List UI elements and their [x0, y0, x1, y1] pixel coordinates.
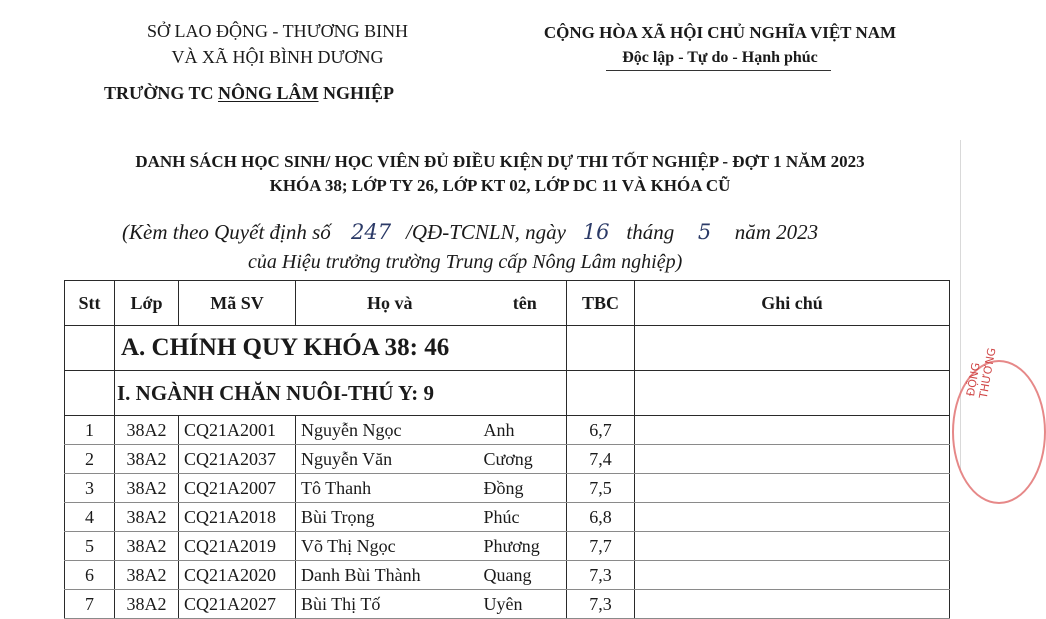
section-a-stt-cell [65, 326, 115, 371]
section-i-stt-cell [65, 371, 115, 416]
section-row-i [65, 371, 950, 416]
header-ten: tên [484, 281, 567, 326]
school-name-prefix: TRƯỜNG TC [104, 83, 219, 103]
row-masv: CQ21A2007 [179, 474, 296, 503]
row-stt: 6 [65, 561, 115, 590]
table-row [65, 532, 950, 561]
row-ho: Danh Bùi Thành [296, 561, 484, 590]
row-note [635, 532, 950, 561]
decision-month-word: tháng [626, 220, 675, 244]
section-a-tbc-cell [567, 326, 635, 371]
row-stt: 2 [65, 445, 115, 474]
table-row [65, 503, 950, 532]
header-lop: Lớp [115, 281, 179, 326]
row-lop: 38A2 [115, 561, 179, 590]
row-stt: 7 [65, 590, 115, 619]
row-stt: 1 [65, 416, 115, 445]
row-tbc: 7,3 [567, 561, 635, 590]
row-lop: 38A2 [115, 416, 179, 445]
row-masv: CQ21A2037 [179, 445, 296, 474]
list-title-line1: DANH SÁCH HỌC SINH/ HỌC VIÊN ĐỦ ĐIỀU KIỆN DỰ THI TỐT NGHIỆP - ĐỢT 1 NĂM 2023 [135, 152, 865, 171]
row-lop: 38A2 [115, 445, 179, 474]
row-tbc: 6,7 [567, 416, 635, 445]
row-masv: CQ21A2027 [179, 590, 296, 619]
national-motto: Độc lập - Tự do - Hạnh phúc [622, 49, 818, 66]
republic-title: CỘNG HÒA XÃ HỘI CHỦ NGHĨA VIỆT NAM [543, 23, 897, 42]
row-note [635, 474, 950, 503]
row-tbc: 7,3 [567, 590, 635, 619]
header-ghichu: Ghi chú [635, 281, 950, 326]
header-stt: Stt [65, 281, 115, 326]
row-lop: 38A2 [115, 474, 179, 503]
row-ho: Bùi Thị Tố [296, 590, 484, 619]
row-stt: 3 [65, 474, 115, 503]
row-note [635, 416, 950, 445]
student-table [64, 280, 950, 619]
decision-line [122, 220, 818, 245]
decision-number: 247 [351, 220, 392, 244]
row-masv: CQ21A2019 [179, 532, 296, 561]
row-ho: Bùi Trọng [296, 503, 484, 532]
table-row [65, 474, 950, 503]
agency-name-line1: SỞ LAO ĐỘNG - THƯƠNG BINH [146, 21, 409, 41]
row-note [635, 590, 950, 619]
school-name-suffix: NGHIỆP [318, 83, 395, 103]
row-note [635, 503, 950, 532]
stamp-text: ĐỘNG THƯƠNG [964, 346, 999, 400]
section-i-tbc-cell [567, 371, 635, 416]
row-tbc: 6,8 [567, 503, 635, 532]
row-ten: Uyên [484, 590, 567, 619]
row-lop: 38A2 [115, 503, 179, 532]
decision-issuer: của Hiệu trưởng trường Trung cấp Nông Lâm nghiệp) [248, 251, 683, 273]
section-a-title: A. CHÍNH QUY KHÓA 38: 46 [115, 326, 567, 371]
decision-day: 16 [582, 220, 610, 244]
table-row [65, 561, 950, 590]
row-stt: 4 [65, 503, 115, 532]
row-ho: Nguyễn Văn [296, 445, 484, 474]
row-ten: Phúc [484, 503, 567, 532]
row-note [635, 561, 950, 590]
row-ten: Anh [484, 416, 567, 445]
agency-name-line2: VÀ XÃ HỘI BÌNH DƯƠNG [171, 47, 384, 67]
header-tbc: TBC [567, 281, 635, 326]
row-ho: Tô Thanh [296, 474, 484, 503]
row-ten: Quang [484, 561, 567, 590]
section-i-note-cell [635, 371, 950, 416]
decision-prefix: (Kèm theo Quyết định số [122, 220, 331, 244]
row-masv: CQ21A2018 [179, 503, 296, 532]
school-name [104, 83, 394, 104]
section-a-note-cell [635, 326, 950, 371]
row-note [635, 445, 950, 474]
row-lop: 38A2 [115, 532, 179, 561]
section-i-title: I. NGÀNH CHĂN NUÔI-THÚ Y: 9 [115, 371, 567, 416]
row-ho: Võ Thị Ngọc [296, 532, 484, 561]
decision-code: /QĐ-TCNLN, ngày [406, 220, 566, 244]
list-title-line2: KHÓA 38; LỚP TY 26, LỚP KT 02, LỚP DC 11 VÀ KHÓA CŨ [269, 176, 731, 195]
row-ten: Phương [484, 532, 567, 561]
header-hova: Họ và [296, 281, 484, 326]
row-masv: CQ21A2001 [179, 416, 296, 445]
row-tbc: 7,4 [567, 445, 635, 474]
row-ho: Nguyễn Ngọc [296, 416, 484, 445]
section-row-a [65, 326, 950, 371]
row-masv: CQ21A2020 [179, 561, 296, 590]
row-ten: Cương [484, 445, 567, 474]
row-lop: 38A2 [115, 590, 179, 619]
table-row [65, 445, 950, 474]
row-tbc: 7,5 [567, 474, 635, 503]
table-row [65, 590, 950, 619]
school-name-underlined: NÔNG LÂM [218, 83, 319, 103]
row-ten: Đồng [484, 474, 567, 503]
row-stt: 5 [65, 532, 115, 561]
table-row [65, 416, 950, 445]
decision-month: 5 [697, 220, 712, 244]
motto-underline [606, 70, 831, 71]
row-tbc: 7,7 [567, 532, 635, 561]
table-header-row [65, 281, 950, 326]
decision-year: năm 2023 [734, 220, 819, 244]
header-masv: Mã SV [179, 281, 296, 326]
